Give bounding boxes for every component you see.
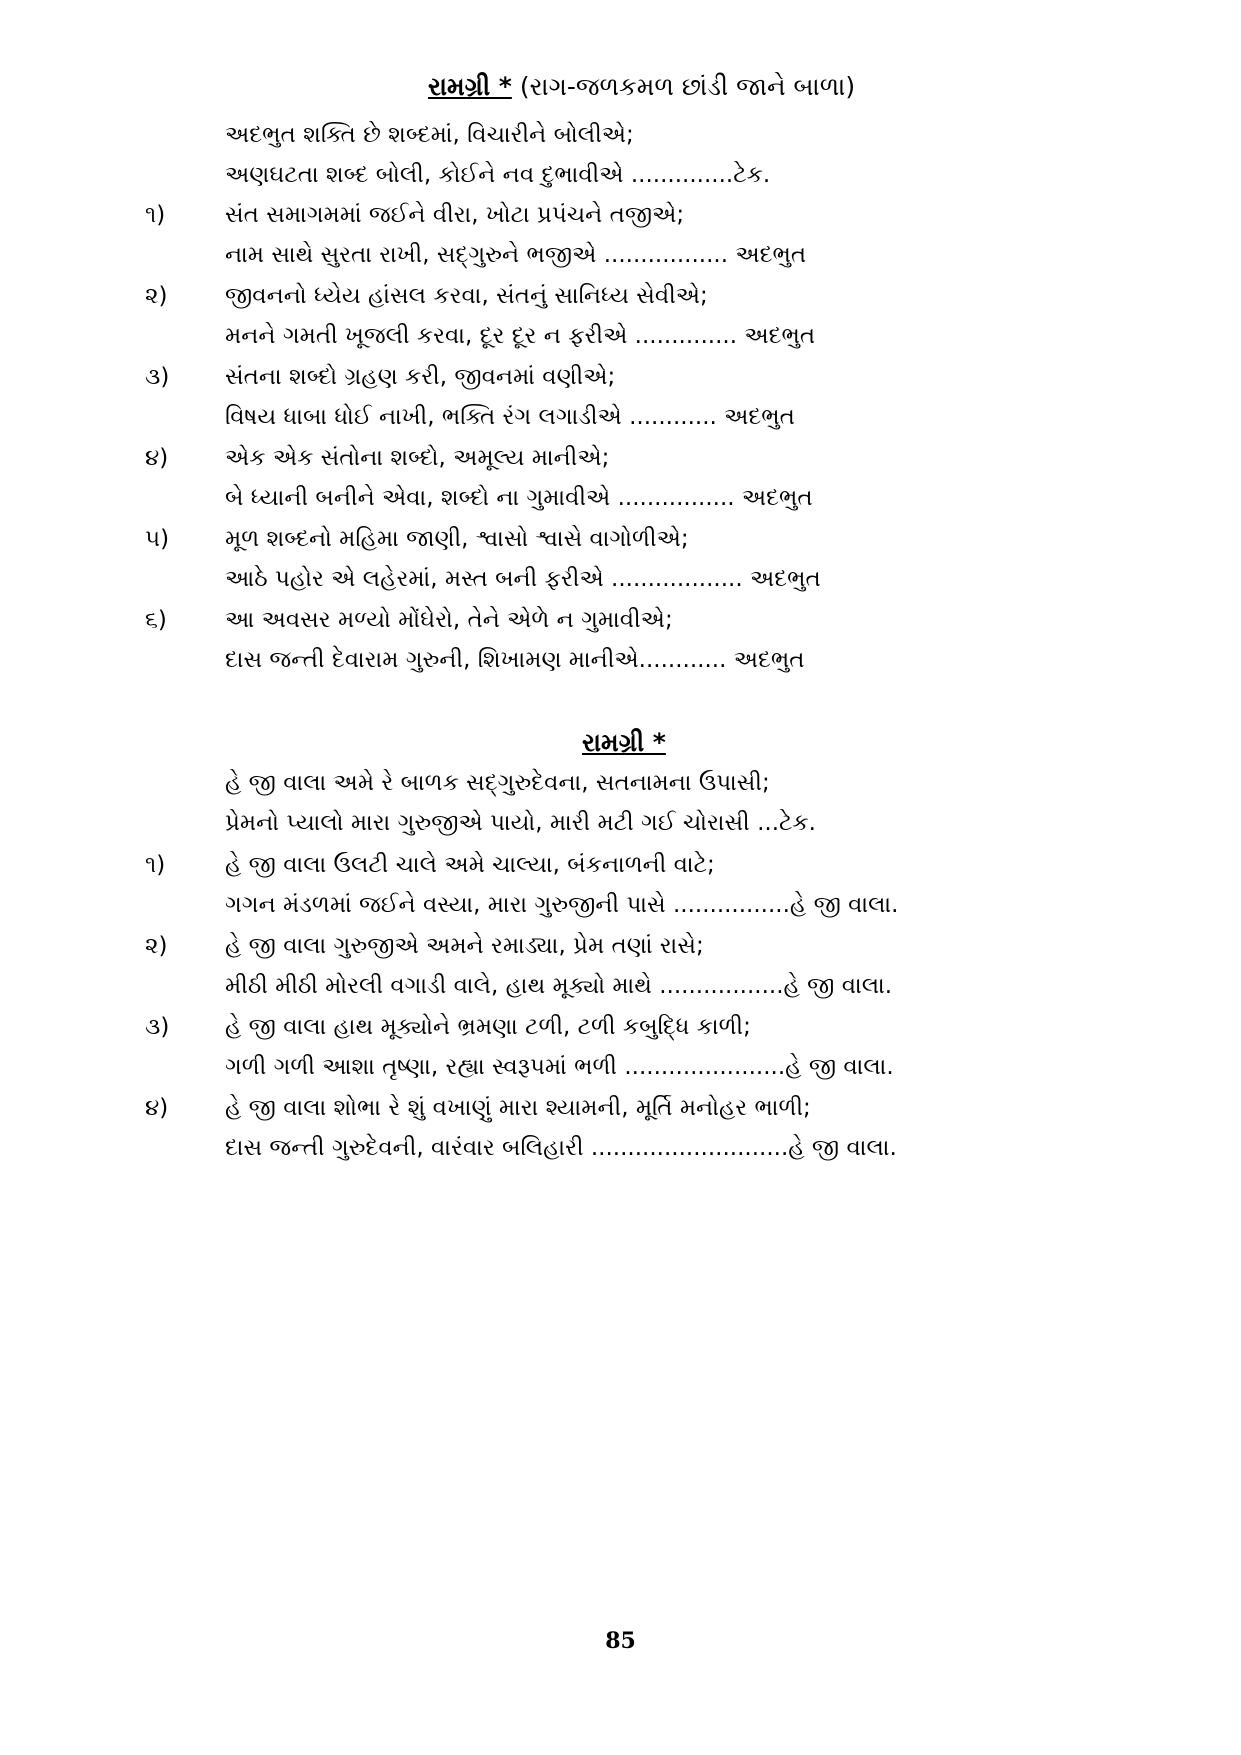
song1-verse-5-number: ૫) bbox=[145, 526, 170, 552]
song1-verse-6-line-2: દાસ જન્તી દેવારામ ગુરુની, શિખામણ માનીએ............ અદભુત bbox=[225, 647, 805, 673]
song2-verse-2-line-1: હે જી વાલા ગુરુજીએ અમને રમાડ્યા, પ્રેમ તણાં રાસે; bbox=[225, 933, 704, 959]
song2-verse-3-line-1: હે જી વાલા હાથ મૂક્યોને ભ્રમણા ટળી, ટળી કબુદ્ધિ કાળી; bbox=[225, 1014, 751, 1040]
song1-verse-2-number: ૨) bbox=[145, 283, 168, 309]
song1-verse-3-number: ૩) bbox=[145, 364, 170, 390]
song2-heading bbox=[582, 728, 666, 758]
song1-verse-4-line-1: એક એક સંતોના શબ્દો, અમૂલ્ય માનીએ; bbox=[225, 445, 610, 471]
song1-verse-4-number: ૪) bbox=[145, 445, 169, 471]
song1-verse-1-line-1: સંત સમાગમમાં જઈને વીરા, ખોટા પ્રપંચને તજીએ; bbox=[225, 202, 685, 228]
song1-heading bbox=[428, 72, 855, 102]
song1-verse-1-line-2: નામ સાથે સુરતા રાખી, સદ્‌ગુરુને ભજીએ ................. અદભુત bbox=[225, 242, 807, 268]
song2-verse-1-line-1: હે જી વાલા ઉલટી ચાલે અમે ચાલ્યા, બંકનાળની વાટે; bbox=[225, 852, 715, 878]
song1-verse-5-line-2: આઠે પહોર એ લહેરમાં, મસ્ત બની ફરીએ .................. અદભુત bbox=[225, 566, 821, 592]
page-number: 85 bbox=[605, 1628, 636, 1654]
song2-title: રામગ્રી * bbox=[582, 728, 666, 757]
song1-refrain-line-1: અદભુત શક્તિ છે શબ્દમાં, વિચારીને બોલીએ; bbox=[225, 122, 634, 148]
song2-refrain-line-2: પ્રેમનો પ્યાલો મારા ગુરુજીએ પાયો, મારી મટી ગઈ ચોરાસી ...ટેક. bbox=[225, 810, 816, 836]
song2-verse-1-line-2: ગગન મંડળમાં જઈને વસ્યા, મારા ગુરુજીની પાસે ................હે જી વાલા. bbox=[225, 892, 899, 918]
song1-title: રામગ્રી * bbox=[428, 72, 512, 101]
song1-verse-4-line-2: બે ધ્યાની બનીને એવા, શબ્દો ના ગુમાવીએ ................ અદભુત bbox=[225, 485, 813, 511]
song1-verse-5-line-1: મૂળ શબ્દનો મહિમા જાણી, શ્વાસો શ્વાસે વાગોળીએ; bbox=[225, 526, 689, 552]
song2-verse-4-number: ૪) bbox=[145, 1095, 169, 1121]
song2-verse-3-line-2: ગળી ગળી આશા તૃષ્ણા, રહ્યા સ્વરૂપમાં ભળી ......................હે જી વાલા. bbox=[225, 1054, 894, 1080]
song1-verse-2-line-1: જીવનનો ધ્યેય હાંસલ કરવા, સંતનું સાનિધ્ય સેવીએ; bbox=[225, 283, 708, 309]
song2-verse-4-line-1: હે જી વાલા શોભા રે શું વખાણું મારા શ્યામની, મૂર્તિ મનોહર ભાળી; bbox=[225, 1095, 811, 1121]
song1-verse-1-number: ૧) bbox=[145, 202, 166, 228]
song1-verse-2-line-2: મનને ગમતી ખૂજલી કરવા, દૂર દૂર ન ફરીએ .............. અદભુત bbox=[225, 323, 816, 349]
song2-verse-4-line-2: દાસ જન્તી ગુરુદેવની, વારંવાર બલિહારી ...........................હે જી વાલા. bbox=[225, 1135, 897, 1161]
song1-subtitle: (રાગ-જળકમળ છાંડી જાને બાળા) bbox=[511, 72, 856, 101]
song2-verse-1-number: ૧) bbox=[145, 852, 166, 878]
song1-verse-3-line-1: સંતના શબ્દો ગ્રહણ કરી, જીવનમાં વણીએ; bbox=[225, 364, 616, 390]
song2-verse-2-number: ૨) bbox=[145, 933, 168, 959]
song1-verse-6-number: ૬) bbox=[145, 607, 167, 633]
song1-verse-6-line-1: આ અવસર મળ્યો મોંઘેરો, તેને એળે ન ગુમાવીએ; bbox=[225, 607, 673, 633]
song1-verse-3-line-2: વિષય ધાબા ધોઈ નાખી, ભક્તિ રંગ લગાડીએ ............ અદભુત bbox=[225, 404, 795, 430]
song2-verse-2-line-2: મીઠી મીઠી મોરલી વગાડી વાલે, હાથ મૂક્યો માથે .................હે જી વાલા. bbox=[225, 973, 893, 999]
song2-refrain-line-1: હે જી વાલા અમે રે બાળક સદ્‌ગુરુદેવના, સતનામના ઉપાસી; bbox=[225, 770, 770, 796]
song1-refrain-line-2: અણઘટતા શબ્દ બોલી, કોઈને નવ દુભાવીએ ..............ટેક. bbox=[225, 162, 771, 188]
song2-verse-3-number: ૩) bbox=[145, 1014, 170, 1040]
